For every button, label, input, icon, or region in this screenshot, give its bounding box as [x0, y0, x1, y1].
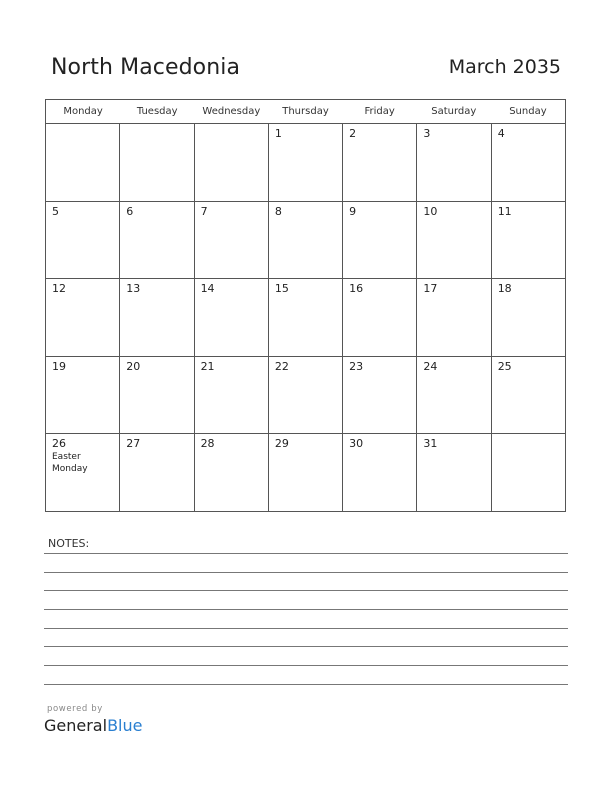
- day-cell: [46, 357, 120, 435]
- calendar-week-row: [46, 434, 565, 512]
- day-number: 21: [200, 359, 215, 373]
- day-cell: [492, 202, 565, 280]
- day-number: 15: [274, 282, 289, 295]
- day-number: 17: [423, 282, 438, 295]
- day-number: 25: [497, 359, 512, 373]
- day-number: 18: [497, 282, 512, 295]
- day-number: 31: [423, 437, 438, 450]
- day-cell: [269, 124, 343, 202]
- day-cell: [343, 202, 417, 280]
- day-number: 12: [52, 282, 66, 295]
- day-cell: [492, 279, 565, 357]
- day-cell: [343, 357, 417, 435]
- brand-name-blue: Blue: [107, 716, 143, 735]
- day-number: 27: [126, 437, 141, 450]
- day-cell: [46, 279, 120, 357]
- weekday-label: Monday: [63, 106, 103, 117]
- day-number: 14: [200, 282, 215, 295]
- day-cell: [195, 202, 269, 280]
- day-number: 30: [349, 437, 364, 450]
- day-cell: [46, 202, 120, 280]
- country-title: North Macedonia: [51, 55, 241, 80]
- brand-name-general: General: [44, 716, 108, 735]
- day-number: 1: [274, 127, 282, 140]
- month-title: March 2035: [448, 56, 561, 78]
- day-cell: [46, 434, 120, 512]
- day-number: 8: [274, 204, 282, 218]
- notes-line: [44, 572, 568, 573]
- day-cell: [343, 434, 417, 512]
- day-number: 20: [126, 359, 141, 373]
- weekday-label: Thursday: [282, 106, 329, 117]
- day-cell: [195, 124, 269, 202]
- day-number: 16: [349, 282, 364, 295]
- calendar-week-row: [46, 124, 565, 202]
- day-cell: [269, 279, 343, 357]
- day-cell: [120, 357, 194, 435]
- day-number: 11: [497, 204, 512, 218]
- day-number: 29: [274, 437, 289, 450]
- weekday-label: Wednesday: [202, 106, 261, 117]
- day-cell: [195, 357, 269, 435]
- day-cell: [120, 434, 194, 512]
- day-cell: [120, 202, 194, 280]
- day-cell: [492, 357, 565, 435]
- calendar-week-row: [46, 202, 565, 280]
- powered-by-text: powered by: [47, 704, 103, 714]
- day-cell: [417, 124, 491, 202]
- weekday-label: Friday: [364, 106, 395, 117]
- brand-logo: [44, 716, 142, 735]
- holiday-label: Easter Monday: [52, 452, 88, 474]
- notes-line: [44, 646, 568, 647]
- day-cell: [195, 279, 269, 357]
- day-cell: [269, 357, 343, 435]
- day-cell: [417, 434, 491, 512]
- notes-label: NOTES:: [48, 537, 90, 550]
- day-cell: [417, 202, 491, 280]
- day-number: 3: [423, 127, 431, 140]
- day-cell: [417, 279, 491, 357]
- calendar-grid: [45, 99, 566, 512]
- day-number: 4: [497, 127, 505, 140]
- day-cell: [417, 357, 491, 435]
- day-cell: [120, 279, 194, 357]
- day-number: 24: [423, 359, 438, 373]
- day-number: 23: [349, 359, 364, 373]
- day-number: 22: [274, 359, 289, 373]
- day-cell: [195, 434, 269, 512]
- day-number: 10: [423, 204, 438, 218]
- weekday-label: Tuesday: [136, 106, 178, 117]
- calendar-week-row: [46, 357, 565, 435]
- day-cell: [343, 124, 417, 202]
- day-number: 7: [200, 204, 208, 218]
- day-number: 5: [52, 204, 59, 218]
- notes-line: [44, 609, 568, 610]
- day-number: 13: [126, 282, 141, 295]
- day-cell: [269, 202, 343, 280]
- day-cell: [120, 124, 194, 202]
- notes-line: [44, 628, 568, 629]
- day-cell: [46, 124, 120, 202]
- day-number: 19: [52, 359, 66, 373]
- day-number: 6: [126, 204, 134, 218]
- day-number: 26: [52, 437, 66, 450]
- weekday-label: Saturday: [431, 106, 477, 117]
- notes-line: [44, 553, 568, 554]
- weekday-header: [46, 100, 565, 124]
- day-cell: [492, 434, 565, 512]
- day-number: 28: [200, 437, 215, 450]
- day-cell: [492, 124, 565, 202]
- day-number: 2: [349, 127, 357, 140]
- day-number: 9: [349, 204, 357, 218]
- notes-line: [44, 684, 568, 685]
- day-cell: [343, 279, 417, 357]
- notes-line: [44, 665, 568, 666]
- weekday-label: Sunday: [509, 106, 547, 117]
- notes-line: [44, 590, 568, 591]
- calendar-week-row: [46, 279, 565, 357]
- calendar-body: [46, 124, 565, 511]
- day-cell: [269, 434, 343, 512]
